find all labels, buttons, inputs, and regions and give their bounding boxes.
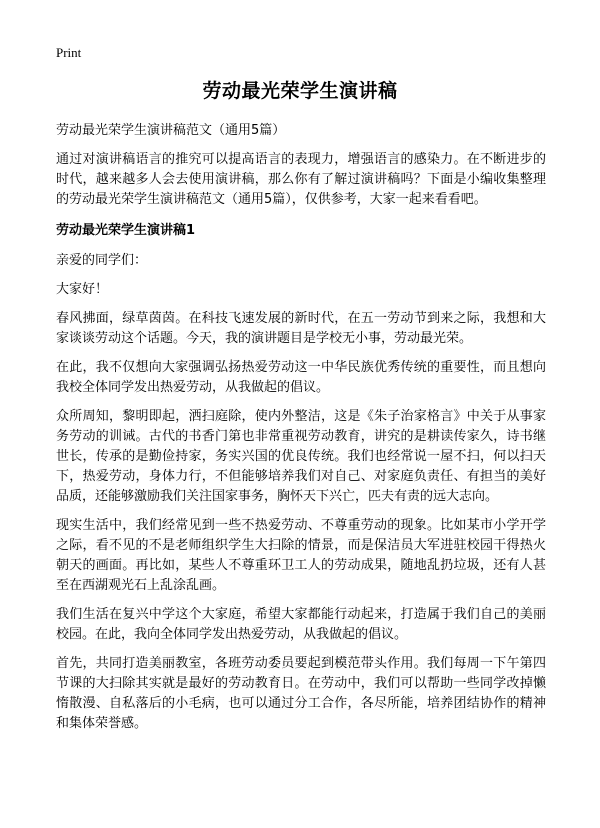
document-subtitle: 劳动最光荣学生演讲稿范文（通用5篇） (56, 123, 286, 138)
body-paragraph: 众所周知，黎明即起，洒扫庭除，使内外整洁，这是《朱子治家格言》中关于从事家务劳动的训诫。古代的书香门第也非常重视劳动教育，讲究的是耕读传家久，诗书继世长，传承的是勤俭持家，务实兴国的优良传统。我们也经常说一屋不扫，何以扫天下，热爱劳动，身体力行，不但能够培养我们对自己、对家庭负责任、有担当的美好品质，还能够激励我们关注国家事务，胸怀天下兴亡，匹夫有责的远大志向。 (56, 409, 546, 504)
page-title: 劳动最光荣学生演讲稿 (202, 80, 398, 102)
greeting-paragraph: 大家好！ (56, 282, 109, 297)
intro-paragraph: 通过对演讲稿语言的推究可以提高语言的表现力，增强语言的感染力。在不断进步的时代，越来越多人会去使用演讲稿，那么你有了解过演讲稿吗？下面是小编收集整理的劳动最光荣学生演讲稿范文（通用5篇），仅供参考，大家一起来看看吧。 (56, 152, 546, 207)
print-link[interactable]: Print (56, 45, 82, 60)
body-paragraph: 在此，我不仅想向大家强调弘扬热爱劳动这一中华民族优秀传统的重要性，而且想向我校全体同学发出热爱劳动，从我做起的倡议。 (56, 360, 546, 395)
body-paragraph: 现实生活中，我们经常见到一些不热爱劳动、不尊重劳动的现象。比如某市小学开学之际，看不见的不是老师组织学生大扫除的情景，而是保洁员大军进驻校园干得热火朝天的画面。再比如，某些人不尊重环卫工人的劳动成果，随地乱扔垃圾，还有人甚至在西湖观光石上乱涂乱画。 (56, 518, 546, 593)
body-paragraph: 春风拂面，绿草茵茵。在科技飞速发展的新时代，在五一劳动节到来之际，我想和大家谈谈劳动这个话题。今天，我的演讲题目是学校无小事，劳动最光荣。 (56, 311, 546, 346)
body-paragraph: 首先，共同打造美丽教室，各班劳动委员要起到模范带头作用。我们每周一下午第四节课的大扫除其实就是最好的劳动教育日。在劳动中，我们可以帮助一些同学改掉懒惰散漫、自私落后的小毛病，也可以通过分工合作，各尽所能，培养团结协作的精神和集体荣誉感。 (56, 656, 546, 731)
document-body (56, 121, 546, 743)
salutation-paragraph: 亲爱的同学们： (56, 253, 148, 268)
section-heading: 劳动最光荣学生演讲稿1 (56, 223, 196, 238)
body-paragraph: 我们生活在复兴中学这个大家庭，希望大家都能行动起来，打造属于我们自己的美丽校园。在此，我向全体同学发出热爱劳动，从我做起的倡议。 (56, 607, 546, 642)
